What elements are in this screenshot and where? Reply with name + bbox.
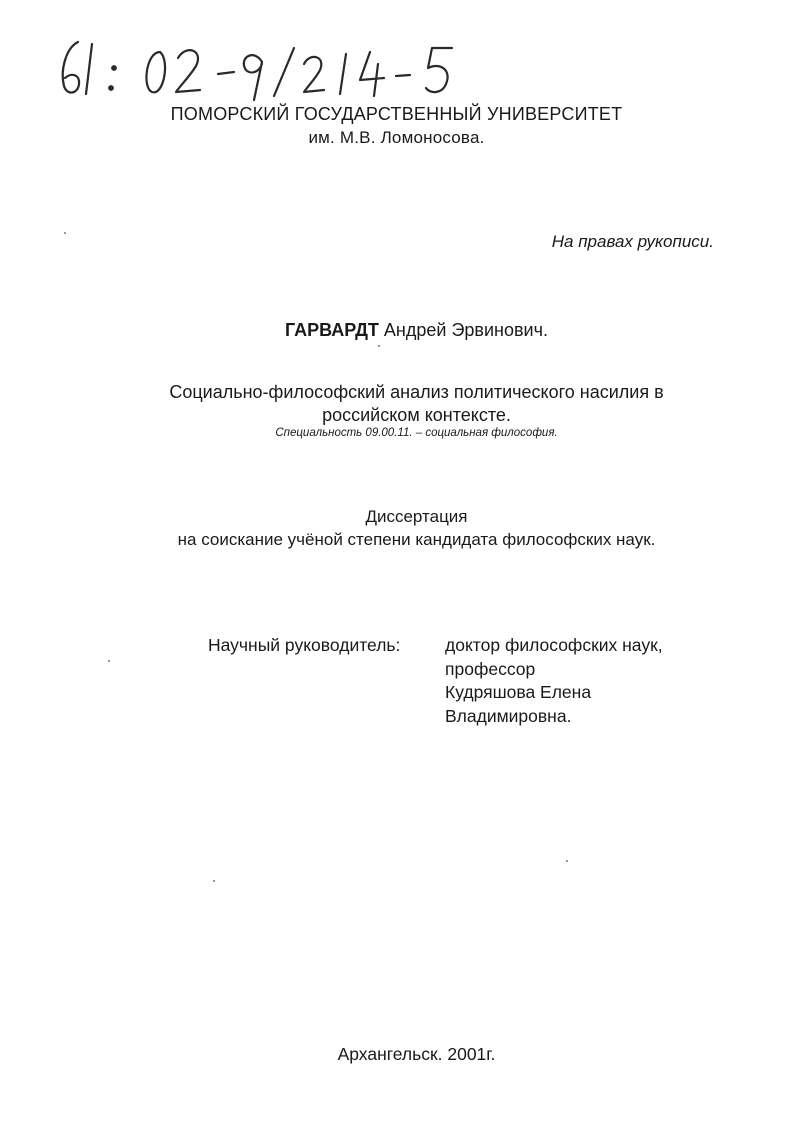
author-line (20, 320, 793, 341)
scan-speck (213, 880, 215, 882)
university-block (0, 102, 793, 150)
handwritten-archive-number (48, 30, 468, 102)
university-name: ПОМОРСКИЙ ГОСУДАРСТВЕННЫЙ УНИВЕРСИТЕТ (170, 104, 623, 124)
supervisor-name-line-2: Владимировна. (445, 705, 572, 726)
supervisor-degree: доктор философских наук, (445, 635, 663, 655)
author-given-names: Андрей Эрвинович. (383, 320, 548, 340)
supervisor-details (445, 634, 705, 728)
author-surname: ГАРВАРДТ (285, 320, 379, 340)
place-and-year: Архангельск. 2001г. (337, 1044, 496, 1064)
manuscript-rights: На правах рукописи. (551, 232, 714, 251)
topic-line-1: Социально-философский анализ политического насилия в (169, 382, 664, 402)
topic-line-2: российском контексте. (322, 405, 511, 425)
scan-speck (378, 345, 380, 347)
speciality: Специальность 09.00.11. – социальная философия. (275, 427, 558, 439)
supervisor-rank: профессор (445, 658, 536, 679)
university-named-after: им. М.В. Ломоносова. (308, 128, 485, 147)
scan-speck (108, 660, 110, 662)
dissertation-topic (20, 381, 793, 427)
dissertation-block (20, 505, 793, 551)
supervisor-label: Научный руководитель: (208, 635, 401, 655)
scan-speck (64, 232, 66, 234)
scan-speck (566, 860, 568, 862)
supervisor-name-line-1: Кудряшова Елена (445, 682, 592, 702)
dissertation-purpose: на соискание учёной степени кандидата философских наук. (177, 530, 656, 549)
dissertation-title: Диссертация (365, 507, 468, 526)
